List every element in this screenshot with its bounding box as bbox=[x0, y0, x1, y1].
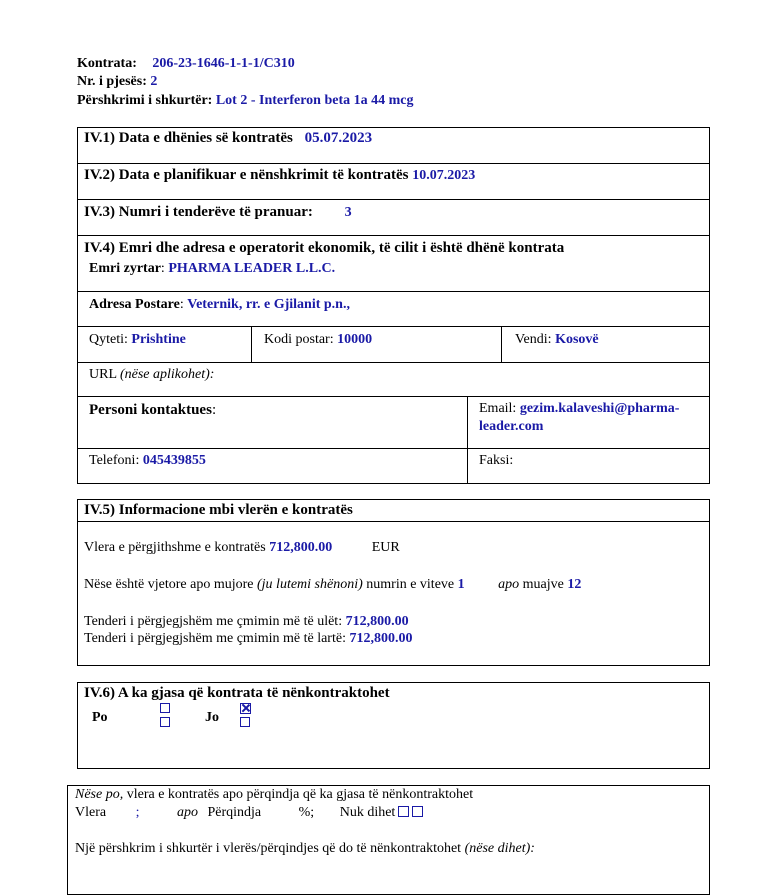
desc-line bbox=[77, 93, 413, 109]
years-text: numrin e viteve bbox=[366, 577, 455, 592]
currency: EUR bbox=[371, 540, 400, 555]
semicolon: ; bbox=[135, 805, 140, 820]
desc-value: Lot 2 - Interferon beta 1a 44 mcg bbox=[215, 93, 414, 108]
country-cell bbox=[515, 332, 599, 348]
subcontract-title: IV.6) A ka gjasa që kontrata të nënkontraktohet bbox=[84, 685, 390, 701]
postal-cell bbox=[264, 332, 372, 348]
city-cell bbox=[89, 332, 186, 348]
address-label: Adresa Postare bbox=[89, 297, 180, 312]
years-value: 1 bbox=[457, 577, 465, 592]
country-value: Kosovë bbox=[555, 332, 599, 347]
phone-label: Telefoni: bbox=[89, 453, 140, 468]
annual-text: Nëse është vjetore apo mujore bbox=[84, 577, 254, 592]
official-name-label: Emri zyrtar bbox=[89, 261, 161, 276]
if-yes: Nëse po, bbox=[75, 787, 124, 802]
tenders-value: 3 bbox=[344, 205, 352, 220]
fax-cell bbox=[479, 453, 513, 469]
url-label: URL bbox=[89, 367, 117, 382]
desc-detail: Një përshkrim i shkurtër i vlerës/përqindjes që do të nënkontraktohet bbox=[75, 841, 462, 856]
if-yes-rest: vlera e kontratës apo përqindja që ka gjasa të nënkontraktohet bbox=[126, 787, 474, 802]
award-date-row bbox=[84, 130, 372, 147]
contract-line bbox=[77, 56, 295, 72]
percent-sign: %; bbox=[298, 805, 315, 820]
address-row: Adresa Postare: Veternik, rr. e Gjilanit p.n., bbox=[89, 297, 350, 312]
value-percent-line bbox=[75, 805, 423, 821]
no-checkbox-checked[interactable] bbox=[240, 703, 251, 714]
desc-label: Përshkrimi i shkurtër: bbox=[77, 93, 213, 108]
award-date-label: IV.1) Data e dhënies së kontratës bbox=[84, 130, 293, 146]
lot-value: 2 bbox=[150, 74, 158, 89]
lot-line bbox=[77, 74, 157, 90]
yes-checkbox-top[interactable] bbox=[160, 703, 170, 713]
postal-label: Kodi postar: bbox=[264, 332, 334, 347]
unknown-checkbox-2[interactable] bbox=[412, 806, 423, 817]
highest-label: Tenderi i përgjegjshëm me çmimin më të lartë: bbox=[84, 631, 346, 646]
fax-label: Faksi: bbox=[479, 453, 514, 468]
value-title: IV.5) Informacione mbi vlerën e kontratës bbox=[84, 502, 353, 518]
contact-label: Personi kontaktues bbox=[89, 402, 212, 418]
city-value: Prishtine bbox=[131, 332, 186, 347]
sign-date-value: 10.07.2023 bbox=[412, 168, 476, 183]
months-text: muajve bbox=[522, 577, 564, 592]
phone-row bbox=[89, 453, 206, 469]
contract-value: 206-23-1646-1-1-1/C310 bbox=[152, 56, 295, 71]
vlera-label: Vlera bbox=[75, 805, 107, 820]
operator-title: IV.4) Emri dhe adresa e operatorit ekonomik, të cilit i është dhënë kontrata bbox=[84, 240, 565, 256]
no-checkbox[interactable] bbox=[240, 717, 250, 727]
sign-date-row bbox=[84, 167, 475, 184]
email-label: Email: bbox=[479, 401, 517, 416]
email-value-1: gezim.kalaveshi@pharma- bbox=[519, 401, 680, 416]
country-label: Vendi: bbox=[515, 332, 552, 347]
highest-value: 712,800.00 bbox=[349, 631, 413, 646]
or-text: apo bbox=[498, 577, 520, 592]
yes-label: Po bbox=[92, 710, 108, 725]
official-name-row: Emri zyrtar: PHARMA LEADER L.L.C. bbox=[89, 261, 336, 276]
months-value: 12 bbox=[567, 577, 582, 592]
email-cell bbox=[479, 400, 679, 436]
if-yes-line bbox=[75, 787, 473, 803]
annual-row bbox=[84, 577, 581, 593]
lowest-label: Tenderi i përgjegjshëm me çmimin më të ulët: bbox=[84, 614, 343, 629]
annual-note: (ju lutemi shënoni) bbox=[257, 577, 363, 592]
address-value: Veternik, rr. e Gjilanit p.n., bbox=[187, 297, 350, 312]
sign-date-label: IV.2) Data e planifikuar e nënshkrimit të kontratës bbox=[84, 167, 409, 183]
url-note: (nëse aplikohet): bbox=[119, 367, 215, 382]
apo-text: apo bbox=[176, 805, 198, 820]
tenders-label: IV.3) Numri i tenderëve të pranuar: bbox=[84, 204, 313, 220]
percent-label: Përqindja bbox=[207, 805, 262, 820]
city-label: Qyteti: bbox=[89, 332, 128, 347]
email-value-2: leader.com bbox=[479, 419, 544, 434]
unknown-label: Nuk dihet bbox=[339, 805, 396, 820]
yes-checkbox[interactable] bbox=[160, 717, 170, 727]
official-name-value: PHARMA LEADER L.L.C. bbox=[168, 261, 336, 276]
tenders-row bbox=[84, 204, 352, 221]
unknown-checkbox-1[interactable] bbox=[398, 806, 409, 817]
lowest-value: 712,800.00 bbox=[345, 614, 409, 629]
total-label: Vlera e përgjithshme e kontratës bbox=[84, 540, 266, 555]
lowest-row bbox=[84, 614, 409, 630]
no-label: Jo bbox=[205, 710, 219, 725]
desc-detail-note: (nëse dihet): bbox=[464, 841, 535, 856]
lot-label: Nr. i pjesës: bbox=[77, 74, 147, 89]
desc-detail-line bbox=[75, 841, 535, 857]
highest-row bbox=[84, 631, 412, 647]
contract-label: Kontrata: bbox=[77, 56, 137, 71]
total-row bbox=[84, 540, 400, 556]
phone-value: 045439855 bbox=[142, 453, 206, 468]
contact-row: Personi kontaktues: bbox=[89, 402, 217, 418]
url-row bbox=[89, 367, 214, 383]
postal-value: 10000 bbox=[337, 332, 373, 347]
total-value: 712,800.00 bbox=[269, 540, 333, 555]
award-date-value: 05.07.2023 bbox=[304, 130, 373, 146]
